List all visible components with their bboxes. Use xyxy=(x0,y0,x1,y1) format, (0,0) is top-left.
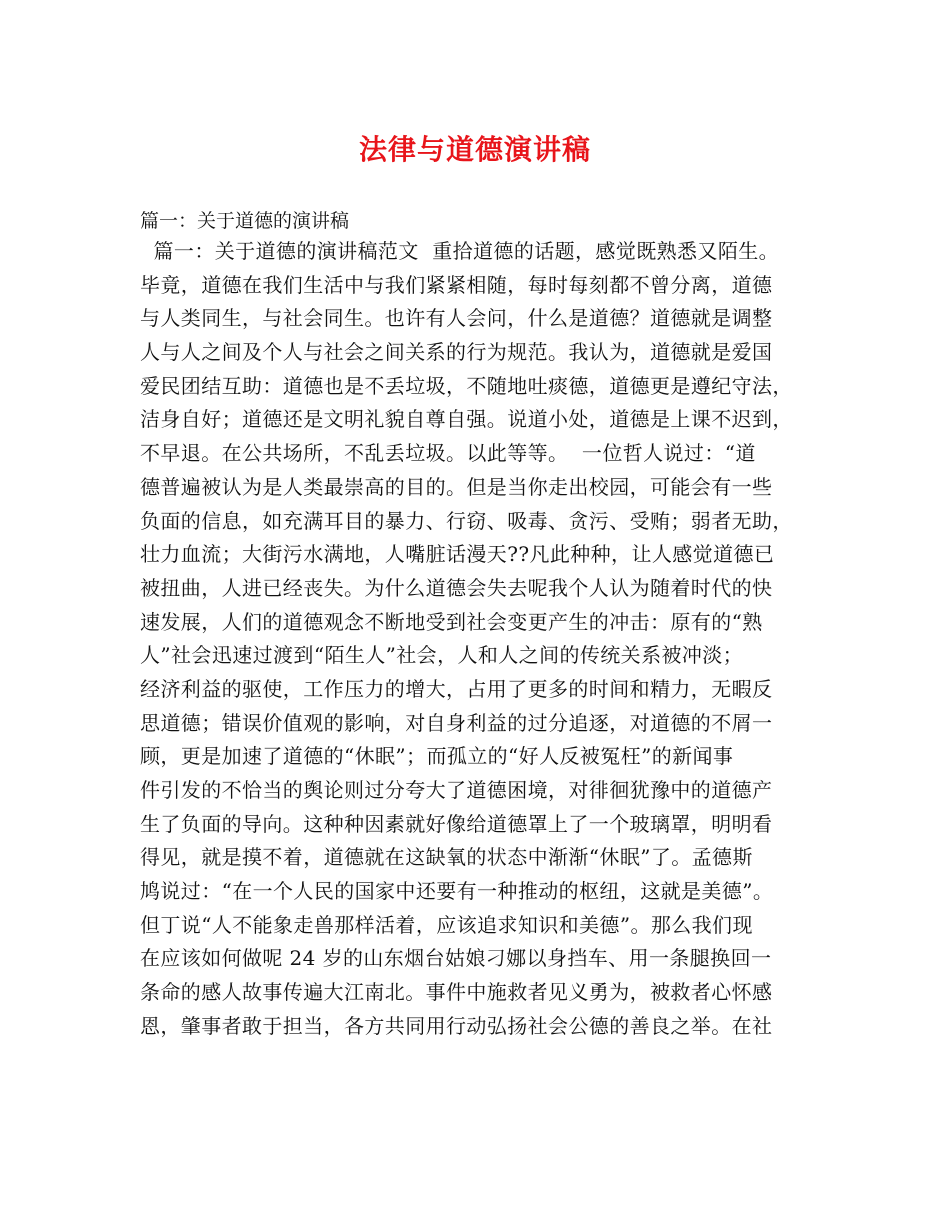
body-line: 得见，就是摸不着，道德就在这缺氧的状态中渐渐“休眠”了。孟德斯 xyxy=(140,845,753,870)
section-heading: 篇一：关于道德的演讲稿 xyxy=(140,210,350,232)
body-text xyxy=(140,235,830,1044)
body-line: 毕竟，道德在我们生活中与我们紧紧相随，每时每刻都不曾分离，道德 xyxy=(140,272,773,297)
body-line: 速发展，人们的道德观念不断地受到社会变更产生的冲击：原有的“熟 xyxy=(140,609,763,634)
body-line: 件引发的不恰当的舆论则过分夸大了道德困境，对徘徊犹豫中的道德产 xyxy=(140,778,773,802)
body-line: 鸠说过：“在一个人民的国家中还要有一种推动的枢纽，这就是美德”。 xyxy=(140,879,774,904)
body-line: 负面的信息，如充满耳目的暴力、行窃、吸毒、贪污、受贿；弱者无助， xyxy=(140,508,793,533)
body-line: 被扭曲，人进已经丧失。为什么道德会失去呢我个人认为随着时代的快 xyxy=(140,575,773,600)
document-title: 法律与道德演讲稿 xyxy=(358,133,591,166)
body-line: 篇一：关于道德的演讲稿范文 重拾道德的话题，感觉既熟悉又陌生。 xyxy=(140,239,780,263)
body-line: 思道德；错误价值观的影响，对自身利益的过分追逐，对道德的不屑一 xyxy=(140,710,773,735)
body-line: 生了负面的导向。这种种因素就好像给道德罩上了一个玻璃罩，明明看 xyxy=(140,811,773,836)
body-line: 恩，肇事者敢于担当，各方共同用行动弘扬社会公德的善良之举。在社 xyxy=(140,1013,773,1038)
body-line: 条命的感人故事传遍大江南北。事件中施救者见义勇为，被救者心怀感 xyxy=(140,980,773,1005)
body-line: 洁身自好；道德还是文明礼貌自尊自强。说道小处，道德是上课不迟到， xyxy=(140,407,793,432)
body-line: 壮力血流；大街污水满地，人嘴脏话漫天??凡此种种，让人感觉道德已 xyxy=(140,542,775,567)
body-line: 顾，更是加速了道德的“休眠”；而孤立的“好人反被冤枉”的新闻事 xyxy=(140,744,734,769)
body-line: 人与人之间及个人与社会之间关系的行为规范。我认为，道德就是爱国 xyxy=(140,340,773,365)
body-line: 在应该如何做呢 24 岁的山东烟台姑娘刁娜以身挡车、用一条腿换回一 xyxy=(140,946,772,971)
body-line: 经济利益的驱使，工作压力的增大，占用了更多的时间和精力，无暇反 xyxy=(140,676,773,701)
body-line: 爱民团结互助：道德也是不丢垃圾，不随地吐痰德，道德更是遵纪守法， xyxy=(140,373,793,398)
body-line: 人”社会迅速过渡到“陌生人”社会，人和人之间的传统关系被冲淡； xyxy=(140,643,744,668)
body-line: 但丁说“人不能象走兽那样活着，应该追求知识和美德”。那么我们现 xyxy=(140,912,753,937)
body-line: 与人类同生，与社会同生。也许有人会问，什么是道德？道德就是调整 xyxy=(140,306,773,331)
body-line: 德普遍被认为是人类最崇高的目的。但是当你走出校园，可能会有一些 xyxy=(140,474,773,499)
body-line: 不早退。在公共场所，不乱丢垃圾。以此等等。 一位哲人说过：“道 xyxy=(140,441,756,466)
